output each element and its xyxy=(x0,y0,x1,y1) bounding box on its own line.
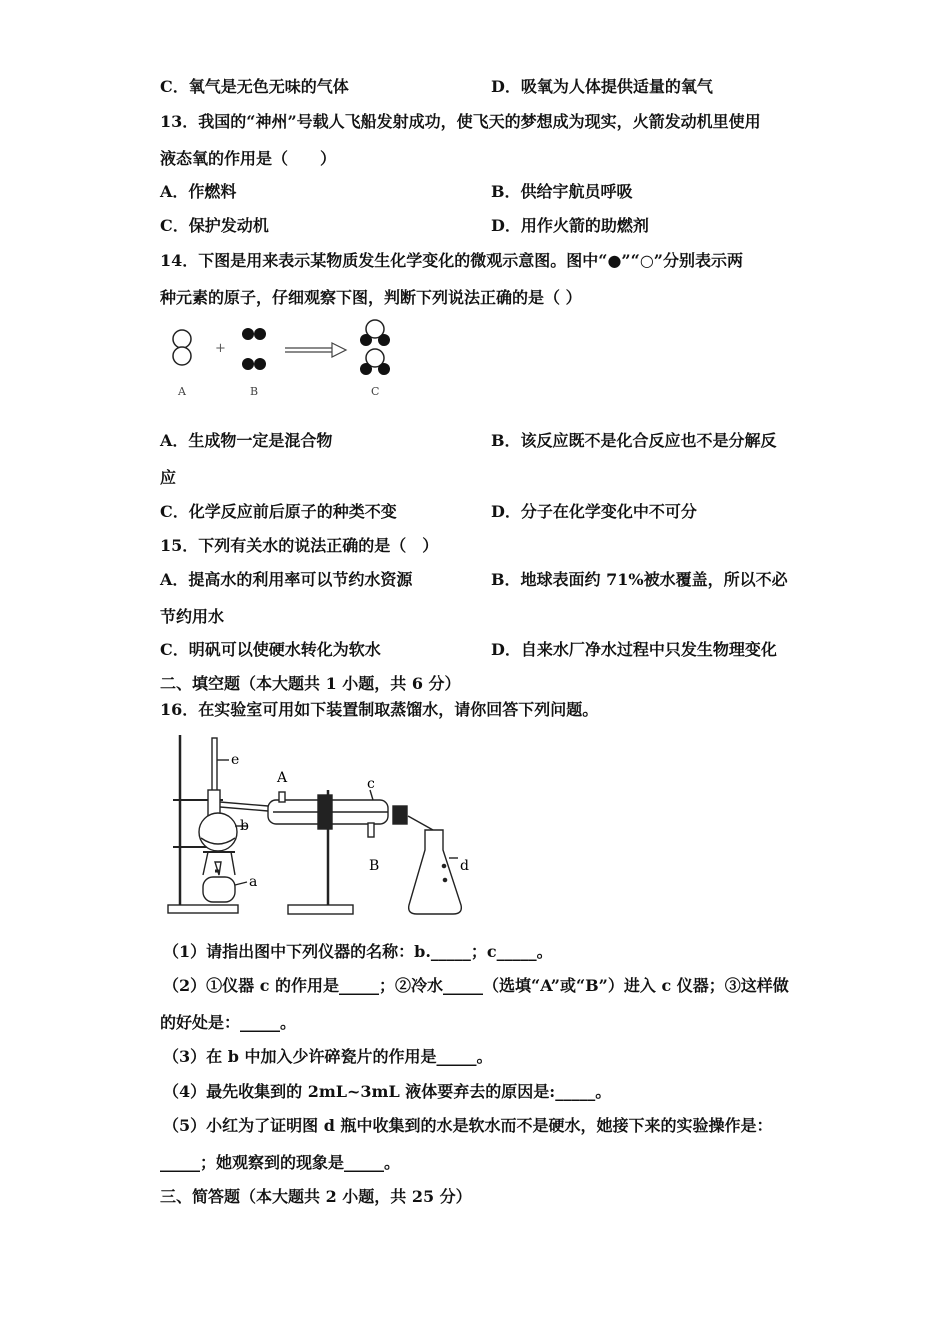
q14-option-a: A．生成物一定是混合物 xyxy=(160,431,333,450)
black-atom xyxy=(242,328,254,340)
q14-option-b-continued: 应 xyxy=(160,468,177,487)
q13-stem-line2: 液态氧的作用是（ ） xyxy=(160,149,337,168)
section-3-heading: 三、简答题（本大题共 2 小题，共 25 分） xyxy=(160,1187,472,1206)
label-b: b xyxy=(240,818,249,834)
plus-sign: + xyxy=(215,341,226,356)
q12-option-d: D．吸氧为人体提供适量的氧气 xyxy=(491,77,713,96)
white-atom xyxy=(173,330,191,348)
q15-option-d: D．自来水厂净水过程中只发生物理变化 xyxy=(491,640,777,659)
q16-part-2-line2: 的好处是：_____。 xyxy=(160,1013,297,1032)
label-a: a xyxy=(249,874,258,890)
black-atom xyxy=(254,328,266,340)
q15-option-b: B．地球表面约 71%被水覆盖，所以不必 xyxy=(491,570,788,589)
q14-option-c: C．化学反应前后原子的种类不变 xyxy=(160,502,397,521)
q16-part-5-line2: _____；她观察到的现象是_____。 xyxy=(160,1153,401,1172)
q14-option-d: D．分子在化学变化中不可分 xyxy=(491,502,697,521)
reaction-arrow xyxy=(285,343,346,357)
q14-option-b: B．该反应既不是化合反应也不是分解反 xyxy=(491,431,777,450)
reaction-micro-diagram xyxy=(160,318,405,400)
q16-part-1: （1）请指出图中下列仪器的名称：b._____；c_____。 xyxy=(163,942,553,961)
label-c: c xyxy=(367,776,375,792)
label-e: e xyxy=(231,752,240,768)
black-atom xyxy=(242,358,254,370)
q13-option-c: C．保护发动机 xyxy=(160,216,269,235)
label-d: d xyxy=(460,858,469,874)
label-b: B xyxy=(250,385,259,398)
label-a: A xyxy=(178,385,186,398)
erlenmeyer-flask xyxy=(409,830,462,914)
q15-stem: 15．下列有关水的说法正确的是（ ） xyxy=(160,536,439,555)
q13-option-a: A．作燃料 xyxy=(160,182,237,201)
q13-option-b: B．供给宇航员呼吸 xyxy=(491,182,633,201)
q16-part-4: （4）最先收集到的 2mL~3mL 液体要弃去的原因是:_____。 xyxy=(163,1082,612,1101)
q12-option-c: C．氧气是无色无味的气体 xyxy=(160,77,349,96)
alcohol-lamp xyxy=(203,862,247,902)
label-c: C xyxy=(371,385,380,398)
q13-option-d: D．用作火箭的助燃剂 xyxy=(491,216,649,235)
q16-part-2-line1: （2）①仪器 c 的作用是_____；②冷水_____（选填“A”或“B”）进入 c 仪器；③这样做 xyxy=(163,976,789,995)
white-atom xyxy=(173,347,191,365)
label-capital-b: B xyxy=(369,858,380,874)
distillation-apparatus xyxy=(163,730,483,922)
distilling-flask xyxy=(199,790,268,851)
q16-stem: 16．在实验室可用如下装置制取蒸馏水，请你回答下列问题。 xyxy=(160,700,599,719)
product-molecule xyxy=(360,349,390,375)
q14-stem-line2: 种元素的原子，仔细观察下图，判断下列说法正确的是（ ） xyxy=(160,288,582,307)
q16-part-3: （3）在 b 中加入少许碎瓷片的作用是_____。 xyxy=(163,1047,493,1066)
q16-part-5-line1: （5）小红为了证明图 d 瓶中收集到的水是软水而不是硬水，她接下来的实验操作是： xyxy=(163,1116,773,1135)
q15-option-c: C．明矾可以使硬水转化为软水 xyxy=(160,640,381,659)
section-2-heading: 二、填空题（本大题共 1 小题，共 6 分） xyxy=(160,674,461,693)
q14-stem-line1: 14．下图是用来表示某物质发生化学变化的微观示意图。图中“●”“○”分别表示两 xyxy=(160,251,744,270)
product-molecule xyxy=(360,320,390,346)
condenser xyxy=(268,790,433,837)
label-capital-a: A xyxy=(277,770,288,786)
black-atom xyxy=(254,358,266,370)
q15-option-a: A．提高水的利用率可以节约水资源 xyxy=(160,570,413,589)
q15-option-b-continued: 节约用水 xyxy=(160,607,225,626)
q13-stem-line1: 13．我国的“神州”号载人飞船发射成功，使飞天的梦想成为现实，火箭发动机里使用 xyxy=(160,112,761,131)
